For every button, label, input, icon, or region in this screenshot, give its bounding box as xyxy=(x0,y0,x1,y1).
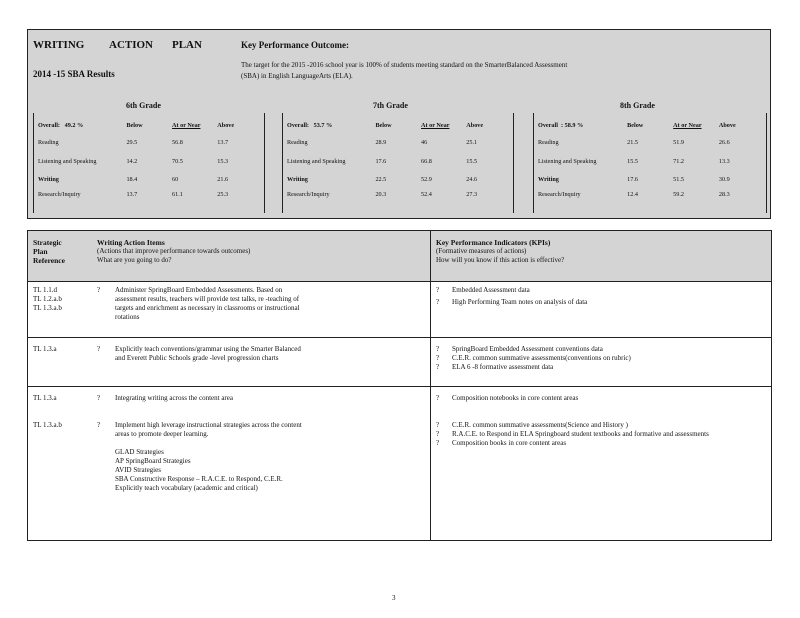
kpo-text: The target for the 2015 -2016 school year is 100% of students meeting standard on the SmarterBalanced Assessment (SBA) in English LanguageArts (ELA). xyxy=(241,61,568,80)
list-item: AP SpringBoard Strategies xyxy=(115,457,191,465)
row3-action: Integrating writing across the content area xyxy=(115,394,233,402)
bullet-icon: ? xyxy=(97,345,101,353)
table-row: Listening and Speaking 17.6 66.8 15.5 xyxy=(287,157,478,165)
col-below: Below xyxy=(627,121,644,129)
overall-cell: Overall : 58.9 % xyxy=(538,121,584,129)
table-row: Writing 18.4 60 21.6 xyxy=(38,176,229,183)
page-number: 3 xyxy=(392,594,396,602)
row-divider xyxy=(28,386,771,387)
row1-action: Administer SpringBoard Embedded Assessments. Based on assessment results, teachers will provide test talks, re -teaching of targets and enrichment as necessary in classrooms or instructional rotations xyxy=(115,286,300,321)
list-item: ? ELA 6 -8 formative assessment data xyxy=(436,363,554,371)
grade8-title: 8th Grade xyxy=(620,101,655,110)
bullet-icon: ? xyxy=(97,286,101,294)
row2-action: Explicitly teach conventions/grammar using the Smarter Balanced and Everett Public Schools grade -level progression charts xyxy=(115,345,301,362)
table-row: Writing 17.6 51.5 30.9 xyxy=(538,176,730,183)
row2-refs: TL 1.3.a xyxy=(33,345,57,353)
grade6-title: 6th Grade xyxy=(126,101,161,110)
list-item: ? Composition books in core content areas xyxy=(436,439,567,447)
list-item: Explicitly teach vocabulary (academic and critical) xyxy=(115,484,258,492)
bullet-icon: ? xyxy=(97,421,101,429)
bullet-icon: ? xyxy=(97,394,101,402)
row-divider xyxy=(28,337,771,338)
list-item: ? Embedded Assessment data xyxy=(436,286,530,294)
table-row: Writing 22.5 52.9 24.6 xyxy=(287,176,478,183)
col-near: At or Near xyxy=(673,121,702,129)
kpo-label: Key Performance Outcome: xyxy=(241,40,349,50)
table-row: Research/Inquiry 12.4 59.2 28.3 xyxy=(538,191,730,198)
list-item: ? SpringBoard Embedded Assessment conventions data xyxy=(436,345,603,353)
list-item: ? C.E.R. common summative assessments(Science and History ) xyxy=(436,421,628,429)
col-below: Below xyxy=(126,121,143,129)
row3-kpis xyxy=(436,394,766,403)
table-row: Reading 28.9 46 25.1 xyxy=(287,139,478,146)
col-strategic-header: Strategic Plan Reference xyxy=(33,238,65,265)
list-item: AVID Strategies xyxy=(115,466,161,474)
row3-refs: TL 1.3.a xyxy=(33,394,57,402)
list-item: ? C.E.R. common summative assessments(conventions on rubric) xyxy=(436,354,631,362)
grade7-title: 7th Grade xyxy=(373,101,408,110)
row2-kpis xyxy=(436,345,766,372)
table-row: Listening and Speaking 14.2 70.5 15.3 xyxy=(38,157,229,165)
col-above: Above xyxy=(466,121,484,129)
action-plan-table xyxy=(27,230,772,541)
row4-refs: TL 1.3.a.b xyxy=(33,421,62,429)
sba-results-subtitle: 2014 -15 SBA Results xyxy=(33,69,115,79)
plan-title-plan: PLAN xyxy=(172,39,202,51)
col-above: Above xyxy=(217,121,235,129)
plan-title-writing: WRITING xyxy=(33,39,85,51)
table-row: Reading 21.5 51.9 26.6 xyxy=(538,139,730,146)
row1-refs: TL 1.1.d TL 1.2.a.b TL 1.3.a.b xyxy=(33,286,62,312)
overall-cell: Overall: 49.2 % xyxy=(38,121,84,129)
col-action-header: Writing Action Items (Actions that improve performance towards outcomes) What are you going to do? xyxy=(97,238,251,264)
grade6-table xyxy=(36,115,261,202)
grade8-table xyxy=(536,115,763,202)
plan-title-action: ACTION xyxy=(109,39,154,51)
grade7-table xyxy=(285,115,510,202)
table-row: Reading 29.5 56.8 13.7 xyxy=(38,139,229,146)
col-above: Above xyxy=(718,121,736,129)
col-kpi-header: Key Performance Indicators (KPIs) (Formative measures of actions) How will you know if this action is effective? xyxy=(436,238,565,264)
list-item: ? R.A.C.E. to Respond in ELA Springboard student textbooks and formative and assessments xyxy=(436,430,709,438)
row4-action: Implement high leverage instructional strategies across the content areas to promote deeper learning. GLAD Strategies AP SpringBoard Strategies AVID Strategies SBA Constructive Response – R.A.C.E. to Respond, C.E.R. Explicitly teach vocabulary (academic and critical) xyxy=(115,421,415,493)
row1-kpis xyxy=(436,286,766,307)
list-item: ? High Performing Team notes on analysis of data xyxy=(436,298,588,306)
col-near: At or Near xyxy=(421,121,450,129)
row-divider xyxy=(28,281,771,282)
list-item: ? Composition notebooks in core content areas xyxy=(436,394,579,402)
col-below: Below xyxy=(375,121,392,129)
list-item: SBA Constructive Response – R.A.C.E. to Respond, C.E.R. xyxy=(115,475,283,483)
row4-kpis xyxy=(436,421,766,448)
table-row: Research/Inquiry 20.3 52.4 27.3 xyxy=(287,191,478,198)
list-item: GLAD Strategies xyxy=(115,448,164,456)
table-row: Listening and Speaking 15.5 71.2 13.3 xyxy=(538,157,730,165)
table-row: Research/Inquiry 13.7 61.1 25.3 xyxy=(38,191,229,198)
col-near: At or Near xyxy=(172,121,201,129)
overall-cell: Overall: 53.7 % xyxy=(287,121,333,129)
